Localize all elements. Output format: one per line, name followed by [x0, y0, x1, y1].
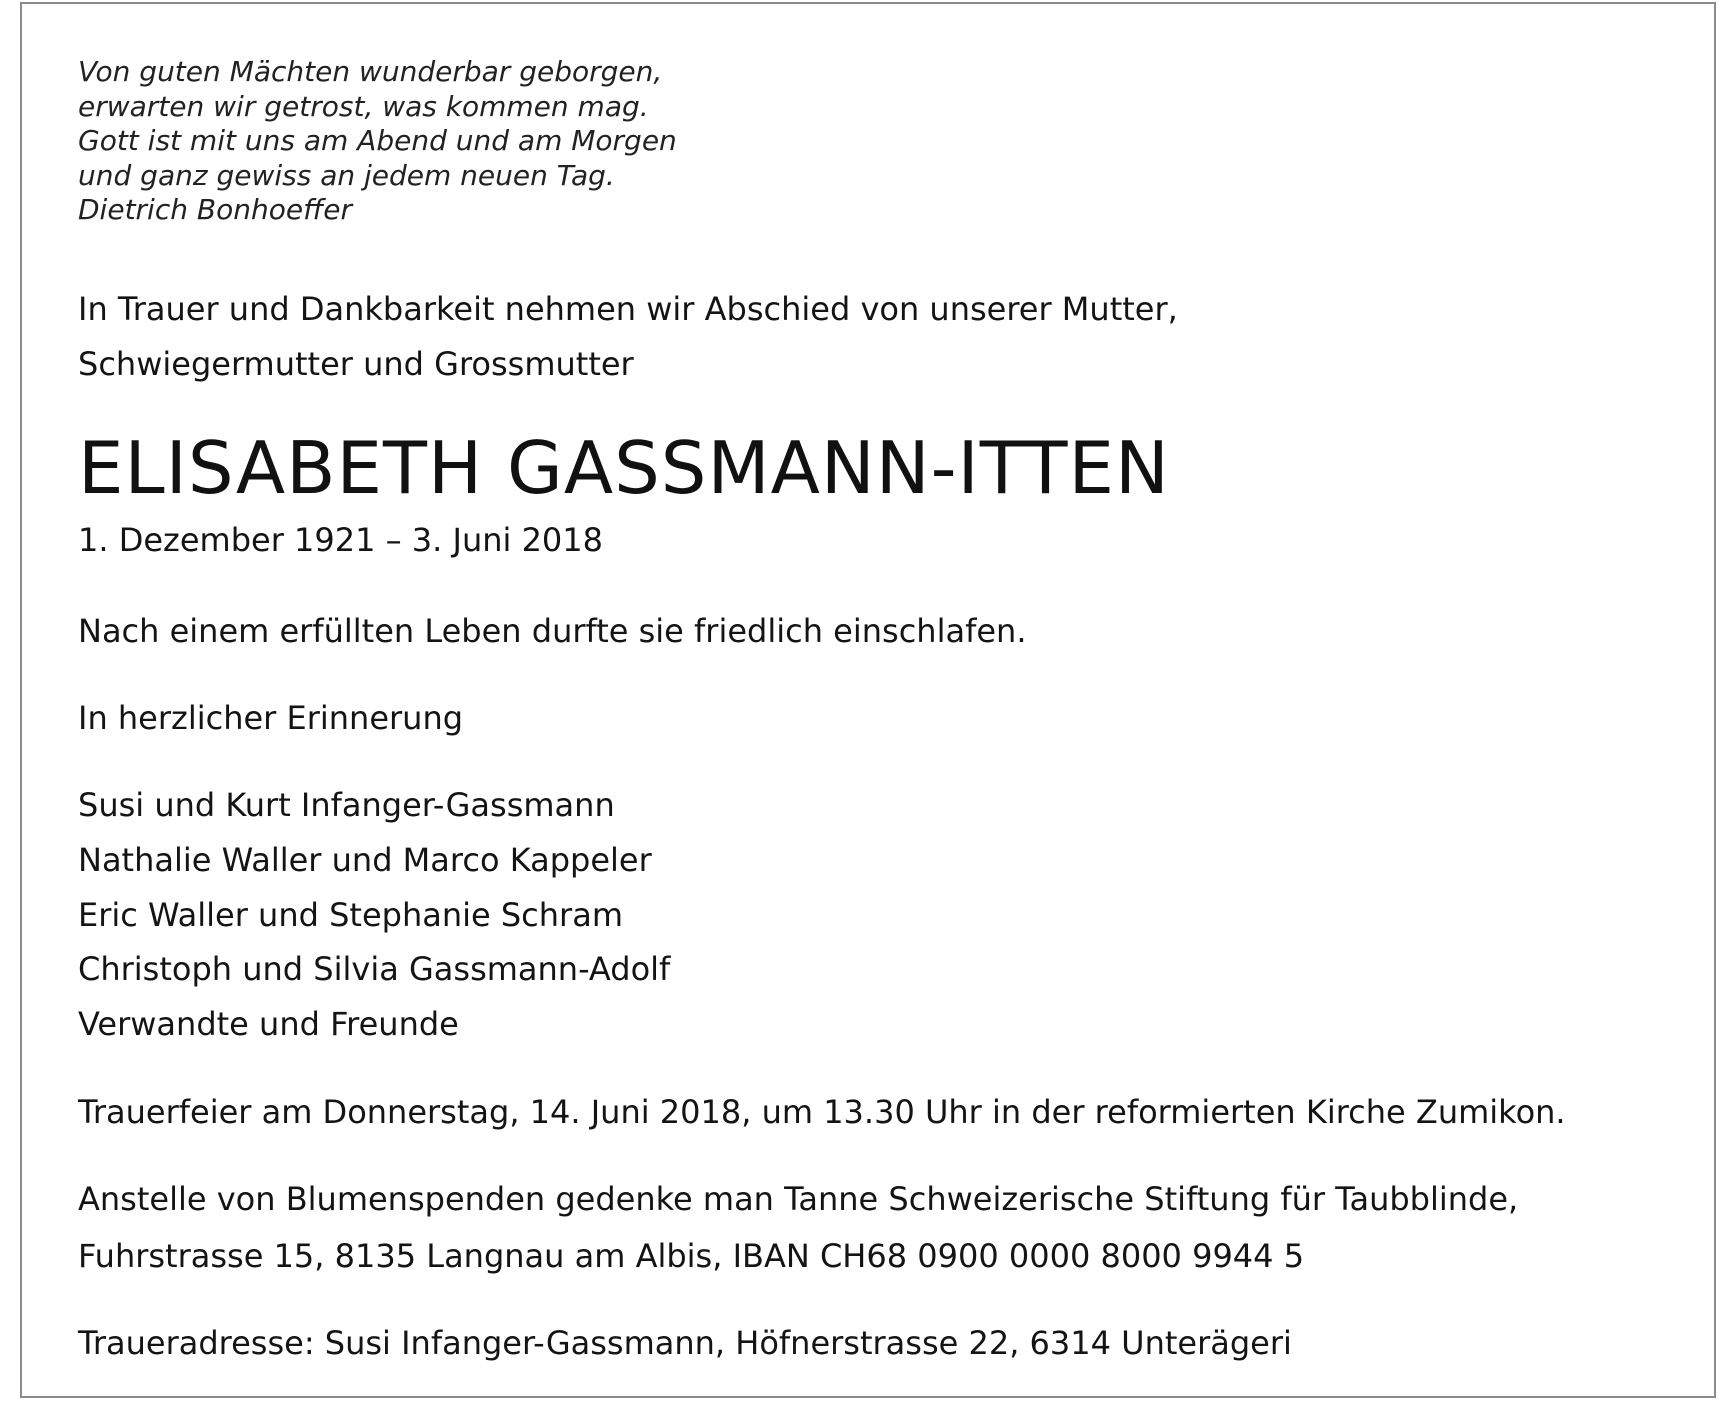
intro-line-2: Schwiegermutter und Grossmutter — [78, 345, 634, 383]
mourner-name: Susi und Kurt Infanger-Gassmann — [78, 786, 615, 824]
life-dates: 1. Dezember 1921 – 3. Juni 2018 — [78, 521, 603, 559]
quote-line-4: und ganz gewiss an jedem neuen Tag. — [78, 159, 615, 192]
farewell-message: Nach einem erfüllten Leben durfte sie friedlich einschlafen. — [78, 612, 1027, 650]
donation-line-2: Fuhrstrasse 15, 8135 Langnau am Albis, IBAN CH68 0900 0000 8000 9944 5 — [78, 1237, 1305, 1275]
quote-line-3: Gott ist mit uns am Abend und am Morgen — [78, 124, 677, 157]
intro-line-1: In Trauer und Dankbarkeit nehmen wir Abschied von unserer Mutter, — [78, 290, 1178, 328]
quote-author: Dietrich Bonhoeffer — [78, 193, 353, 226]
quote-line-2: erwarten wir getrost, was kommen mag. — [78, 90, 649, 123]
mourner-name: Verwandte und Freunde — [78, 1005, 459, 1043]
mourner-name: Christoph und Silvia Gassmann-Adolf — [78, 950, 671, 988]
ceremony-info: Trauerfeier am Donnerstag, 14. Juni 2018, um 13.30 Uhr in der reformierten Kirche Zumikon. — [78, 1093, 1566, 1131]
deceased-name: ELISABETH GASSMANN-ITTEN — [78, 426, 1170, 510]
mourner-name: Nathalie Waller und Marco Kappeler — [78, 841, 652, 879]
mourning-address: Traueradresse: Susi Infanger-Gassmann, Höfnerstrasse 22, 6314 Unterägeri — [78, 1324, 1292, 1362]
remembrance-line: In herzlicher Erinnerung — [78, 699, 464, 737]
donation-line-1: Anstelle von Blumenspenden gedenke man Tanne Schweizerische Stiftung für Taubblinde, — [78, 1180, 1519, 1218]
quote-line-1: Von guten Mächten wunderbar geborgen, — [78, 55, 663, 88]
mourner-name: Eric Waller und Stephanie Schram — [78, 896, 623, 934]
